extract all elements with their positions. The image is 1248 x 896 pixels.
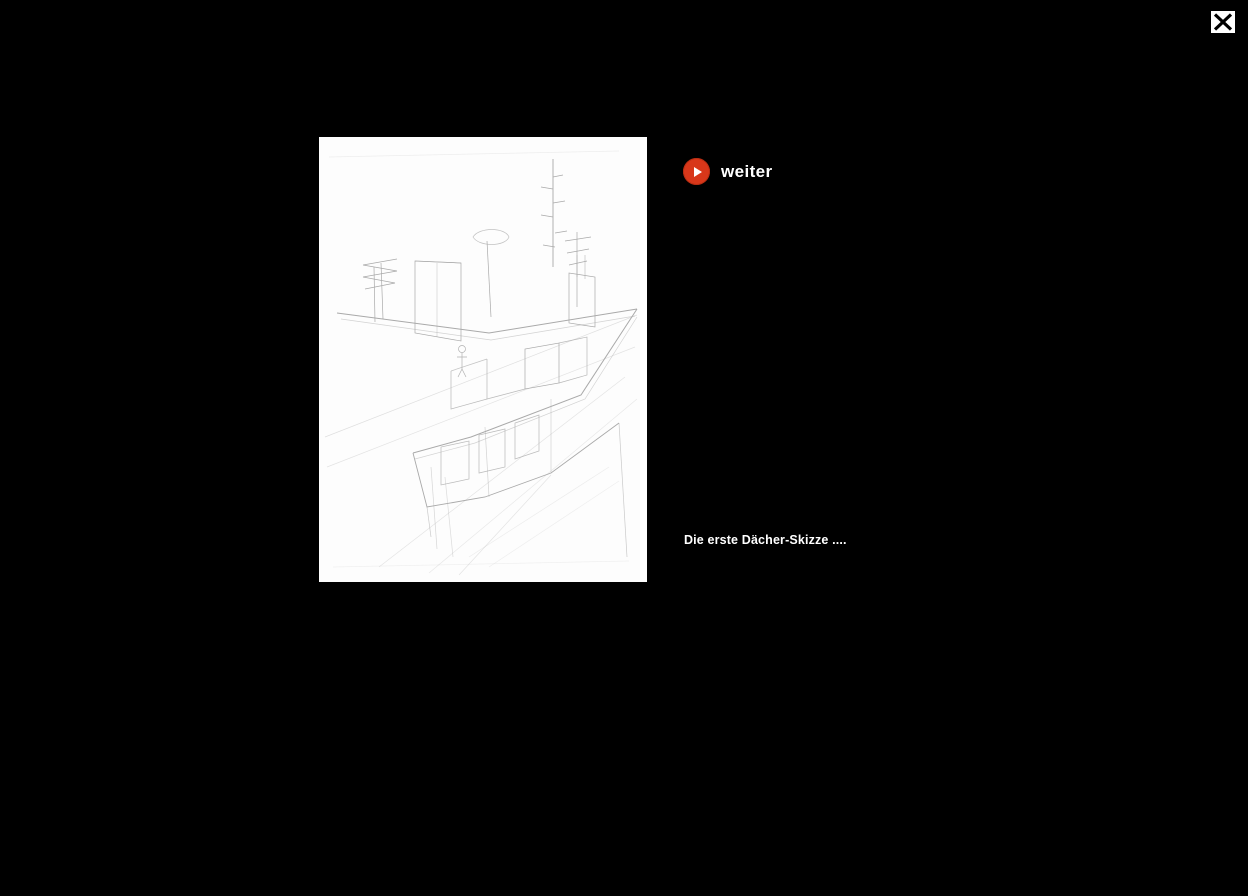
next-label: weiter <box>721 161 773 181</box>
close-button[interactable] <box>1211 11 1235 33</box>
sketch-image <box>319 137 647 582</box>
image-caption: Die erste Dächer-Skizze .... <box>684 533 847 547</box>
play-arrow-icon[interactable] <box>683 158 710 185</box>
next-link[interactable] <box>683 158 773 185</box>
close-icon <box>1211 11 1235 33</box>
